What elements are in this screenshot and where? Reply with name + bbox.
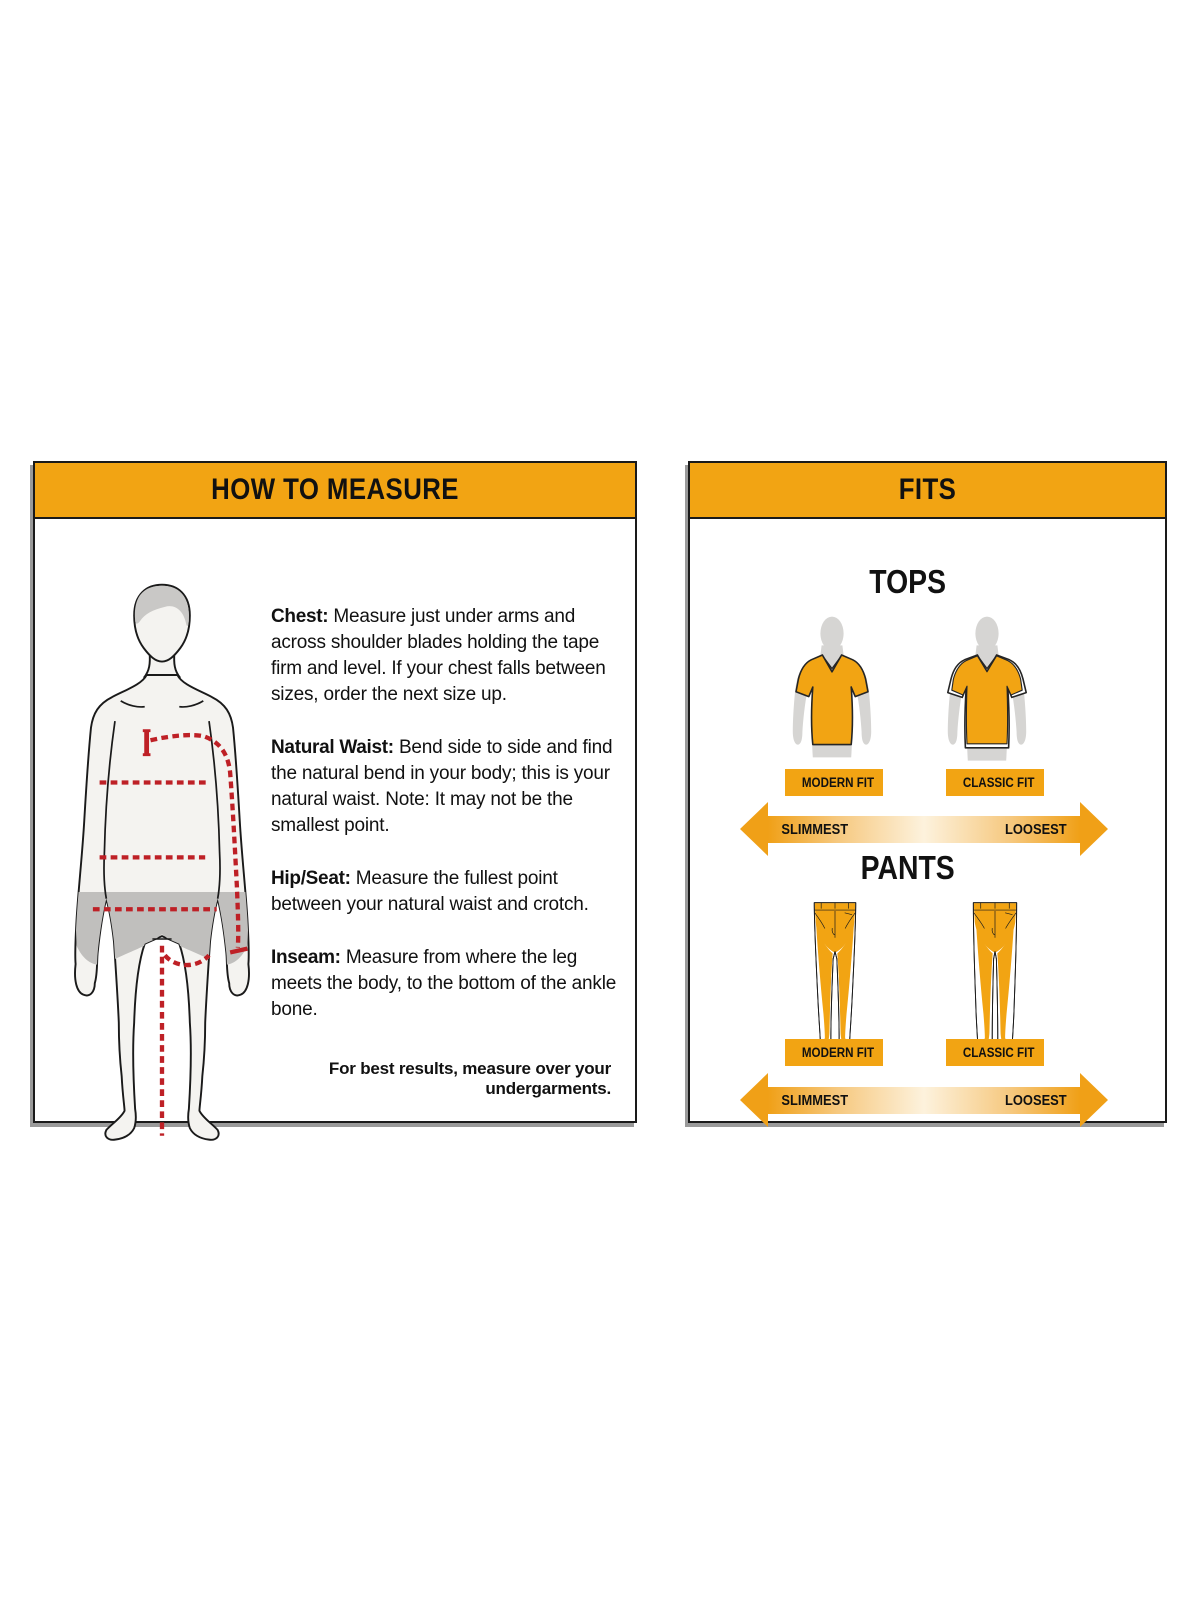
pants-fit-scale xyxy=(740,1073,1108,1127)
pants-scale-band xyxy=(768,1087,1080,1114)
modern-fit-pants-illustration xyxy=(800,899,870,1051)
inseam-label: Inseam: xyxy=(271,947,341,969)
how-to-measure-title: HOW TO MEASURE xyxy=(211,473,459,506)
tops-slimmest-label: SLIMMEST xyxy=(781,820,849,838)
pants-classic-fit-label xyxy=(946,1039,1044,1066)
how-to-measure-header xyxy=(35,463,635,519)
tops-heading-row xyxy=(690,563,1125,601)
natural-waist-instruction xyxy=(271,735,623,839)
tops-scale-band xyxy=(768,816,1080,843)
pants-modern-fit-label xyxy=(785,1039,883,1066)
arrow-left-icon xyxy=(740,802,768,856)
modern-fit-top-illustration xyxy=(772,615,892,767)
pants-heading-row xyxy=(690,849,1125,887)
how-to-measure-panel xyxy=(33,461,637,1123)
classic-fit-pants-illustration xyxy=(960,899,1030,1051)
tops-classic-fit-text: CLASSIC FIT xyxy=(962,775,1035,790)
arrow-right-icon xyxy=(1080,802,1108,856)
tops-modern-fit-label xyxy=(785,769,883,796)
tops-fit-scale xyxy=(740,802,1108,856)
pants-loosest-label: LOOSEST xyxy=(1005,1091,1067,1109)
tops-loosest-label: LOOSEST xyxy=(1005,820,1067,838)
fits-header xyxy=(690,463,1165,519)
fits-body xyxy=(690,519,1165,1121)
hip-seat-instruction xyxy=(271,866,623,918)
arrow-right-icon xyxy=(1080,1073,1108,1127)
modern-fit-pants-figure xyxy=(800,899,870,1056)
tops-modern-fit-text: MODERN FIT xyxy=(801,775,875,790)
arrow-left-icon xyxy=(740,1073,768,1127)
natural-waist-label: Natural Waist: xyxy=(271,737,394,759)
classic-fit-pants-figure xyxy=(960,899,1030,1056)
measure-footnote: For best results, measure over your undergarments. xyxy=(328,1059,611,1098)
fits-title: FITS xyxy=(898,473,957,506)
pants-slimmest-label: SLIMMEST xyxy=(781,1091,849,1109)
pants-modern-fit-text: MODERN FIT xyxy=(801,1045,875,1060)
pants-heading: PANTS xyxy=(860,849,955,886)
inseam-text: Measure from where the leg meets the body, to the bottom of the ankle bone. xyxy=(271,947,617,1021)
classic-fit-top-figure xyxy=(927,615,1047,772)
fits-panel xyxy=(688,461,1167,1123)
chest-instruction xyxy=(271,604,623,708)
inseam-instruction xyxy=(271,945,623,1023)
how-to-measure-body xyxy=(35,519,635,1121)
tops-heading: TOPS xyxy=(869,563,946,600)
measure-instructions xyxy=(271,585,623,1050)
classic-fit-top-illustration xyxy=(927,615,1047,767)
hip-seat-label: Hip/Seat: xyxy=(271,868,351,890)
tops-classic-fit-label xyxy=(946,769,1044,796)
natural-waist-text: Bend side to side and find the natural bend in your body; this is your natural waist. Note: It may not be the smallest point. xyxy=(271,737,613,837)
chest-text: Measure just under arms and across shoulder blades holding the tape firm and level. If your chest falls between sizes, order the next size up. xyxy=(271,606,606,706)
chest-label: Chest: xyxy=(271,606,329,627)
pants-classic-fit-text: CLASSIC FIT xyxy=(962,1045,1035,1060)
modern-fit-top-figure xyxy=(772,615,892,772)
hip-seat-text: Measure the fullest point between your natural waist and crotch. xyxy=(271,868,589,916)
